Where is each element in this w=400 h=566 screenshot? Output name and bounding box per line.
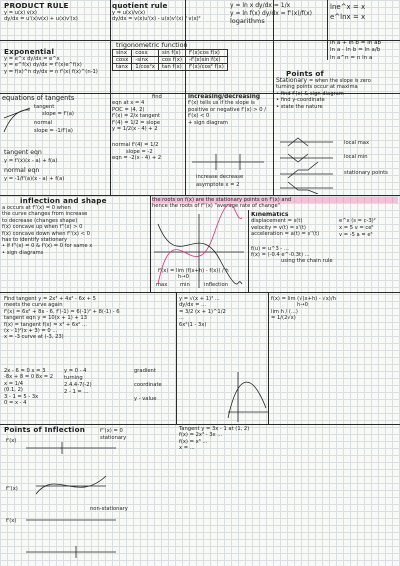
first-principles-line: h→0 — [178, 274, 189, 281]
normal-eqn: y = -1/f'(a)(x - a) + f(a) — [4, 176, 65, 182]
find-tangent-line: (x - 1)²(x + 3) = 0 ... — [4, 328, 58, 335]
gradient-line: -8x + 8 = 0 8x = 2 — [4, 374, 54, 381]
gradient-line: turning — [64, 375, 83, 381]
table-cell: sin f(x) — [158, 50, 185, 57]
find-tangent-line: Find tangent y = 2x³ + 4x² - 6x + 5 — [4, 296, 96, 302]
inflection-points-title: Points of Inflection — [4, 426, 86, 434]
curve-sketch — [228, 372, 268, 422]
stationary-title: Points of — [286, 70, 324, 78]
log-identities-block — [330, 2, 398, 40]
kinematics-line: e^x (s = c-3)² — [339, 218, 376, 224]
kinematics-block — [251, 212, 398, 292]
inflection-title: inflection and shape — [20, 197, 107, 205]
formula-line: y = ln f(x) dy/dx = f'(x)/f(x) — [230, 10, 312, 17]
limit-line: f(x) = lim (√(x+h) - √x)/h — [271, 296, 336, 302]
inflection-block — [2, 197, 148, 291]
quotient-rule-block — [112, 2, 222, 40]
tangent-eqn-title: tangent eqn — [4, 149, 42, 156]
product-rule-title: PRODUCT RULE — [4, 2, 69, 10]
table-cell: tanx — [113, 64, 132, 71]
increasing-decreasing-block — [188, 94, 272, 194]
normal-label: normal — [34, 120, 53, 126]
product-rule-block — [4, 2, 108, 40]
table-cell: sinx — [113, 50, 132, 57]
chain-line: using the chain rule — [281, 258, 333, 265]
worked-line: find — [152, 94, 162, 100]
logarithms-heading: logarithms — [230, 17, 265, 25]
table-cell: -f'(x)sin f(x) — [186, 57, 228, 64]
table-cell: cosx — [113, 57, 132, 64]
exponential-title: Exponential — [4, 48, 55, 56]
local-max-label: local max — [344, 140, 370, 146]
chain-rule-line: 6x²(1 - 3x) — [179, 321, 207, 328]
sign-diagram-figures — [278, 134, 338, 192]
formula-line: y = f(x)^n dy/dx = n f'(x) f(x)^(n-1) — [4, 68, 98, 75]
worked-line: eqn = -2(x - 4) + 2 — [112, 155, 162, 162]
kinematics-line: displacement = s(t) — [251, 218, 303, 225]
gradient-line: 2x - 6 = 0 x = 3 — [4, 368, 46, 374]
increasing-text: increase decrease — [196, 174, 244, 180]
kinematics-line: velocity = v(t) = s'(t) — [251, 224, 306, 231]
log-laws-block — [330, 40, 398, 70]
gradient-line: 3 - 1 = 5 - 3x — [4, 393, 39, 400]
exponential-block — [4, 48, 108, 92]
increasing-text: f'(x) tells us if the slope is positive or negative f'(x) > 0 / f'(x) < 0 — [188, 100, 266, 120]
divider — [0, 292, 400, 293]
trig-derivatives-block — [112, 41, 272, 93]
divider — [0, 195, 400, 196]
inflection-points-label: non-stationary — [90, 506, 128, 512]
inflection-line: to decrease (changes shape) — [2, 217, 78, 224]
inflection-points-label: f''(x) — [6, 486, 18, 492]
tangents-title: equations of tangents — [2, 94, 75, 102]
worked-line: y = 1/2(x - 4) + 2 — [112, 126, 158, 133]
worked-line: normal f'(4) = 1/2 — [112, 142, 159, 149]
tangent-label: tangent — [34, 104, 55, 110]
kinematics-line: acceleration = a(t) = s''(t) — [251, 231, 320, 238]
chain-line: f(u) = u^3 - ... — [251, 245, 289, 252]
inflection-line: a occurs at f''(x) = 0 when — [2, 205, 71, 211]
table-cell: cos f(x) — [158, 57, 185, 64]
table-row — [113, 50, 228, 57]
table-cell: 1/cos²x — [132, 64, 159, 71]
divider — [0, 424, 400, 425]
table-cell: f'(x)/cos² f(x) — [186, 64, 228, 71]
formula-line: y = e^x dy/dx = e^x — [4, 56, 60, 62]
inflection-points-line: f''(x) = 0 — [100, 428, 123, 434]
worked-line: slope = -2 — [126, 148, 153, 155]
inflection-diagrams — [26, 442, 146, 562]
limit-line: h→0 — [297, 302, 308, 309]
gradient-block — [4, 368, 174, 424]
tangent-bottom-line: Tangent y = 3x - 1 at (1, 2) — [179, 426, 250, 432]
formula-line: y = u(x) v(x) — [4, 10, 37, 16]
inflection-line: has to identify stationary — [2, 237, 68, 244]
step-line: • state the nature — [276, 103, 323, 110]
normal-slope: slope = -1/f'(a) — [34, 128, 73, 134]
inflection-line: • if f''(x) = 0 & f'(x) = 0 for same x — [2, 243, 93, 250]
graph-note-line: hence the roots of f''(x) "average rate of change" — [152, 203, 281, 210]
tangent-eqn: y = f'(x)(x - a) + f(a) — [4, 158, 58, 164]
formula-line: ln a^n = n ln a — [330, 54, 373, 61]
find-tangent-line: f(x) = tangent f(x) = x³ + 6x² ... — [4, 321, 87, 328]
divider — [176, 292, 177, 424]
local-min-label: local min — [344, 154, 368, 160]
graph-note-line: the roots on f(x) are the stationary points on f'(x) and — [152, 197, 398, 203]
worked-line: f'(4) = 1/2 = slope — [112, 119, 161, 126]
chain-line: f(x) = (-0.4 e^-0.3t) ... — [251, 252, 310, 259]
worked-line: POC = (4, 2) — [112, 106, 145, 113]
formula-line: dy/dx = v(x)u'(x) - u(x)v'(x) / v(x)² — [112, 16, 201, 23]
table-cell: tan f(x) — [158, 64, 185, 71]
gradient-line: (0.1, 2) — [4, 387, 23, 394]
inflection-line: f(x) concave down when f''(x) < 0 — [2, 230, 90, 237]
inflection-label: inflection — [204, 282, 228, 288]
chain-rule-line: = 3/2 (x + 1)^1/2 — [179, 308, 226, 315]
formula-line: dy/dx = u'(x)v(x) + u(x)v'(x) — [4, 16, 78, 23]
tangent-slope: slope = f'(a) — [42, 111, 74, 117]
increasing-text: + sign diagram — [188, 119, 228, 126]
graph-note-block — [152, 197, 398, 211]
gradient-line: y = 0 - 4 — [64, 368, 87, 374]
tangent-bottom-line: f(x) = 2x³ - 3x ... — [179, 432, 223, 439]
sign-diagram — [192, 150, 266, 174]
trig-title: trigonometric function — [116, 41, 188, 49]
tangents-block — [2, 94, 108, 194]
tangent-bottom-line: x = ... — [179, 445, 195, 452]
trig-table — [112, 49, 228, 71]
first-principles-line: f'(x) = lim (f(x+h) - f(x)) / h — [158, 268, 229, 274]
table-row — [113, 57, 228, 64]
gradient-label: coordinate — [134, 382, 162, 388]
gradient-label: y - value — [134, 396, 157, 402]
gradient-line: x = 1/4 — [4, 380, 24, 387]
divider — [327, 0, 328, 60]
formula-line: e^lnx = x — [330, 13, 366, 21]
step-line: • find y-coordinate — [276, 97, 325, 104]
min-label: min — [180, 282, 190, 288]
points-of-inflection-block — [4, 426, 174, 564]
inflection-line: • sign diagrams — [2, 249, 44, 256]
formula-line: y = u(x)/v(x) — [112, 10, 146, 16]
first-principles-block — [152, 268, 248, 290]
step-line: turning points occur at maxima — [276, 84, 358, 91]
formula-line: lne^x = x — [330, 3, 366, 11]
stationary-note: = when the slope is zero — [308, 78, 371, 84]
divider — [110, 0, 111, 195]
find-tangent-block — [4, 296, 174, 366]
tangent-sketch-icon — [2, 104, 32, 134]
quotient-rule-title: quotient rule — [112, 2, 168, 10]
gradient-line: 2 - 1 = ... — [64, 389, 89, 395]
tangent-bottom-block — [179, 426, 398, 562]
chain-rule-line: dy/dx = ... — [179, 302, 207, 309]
chain-rule-line: y = √(x + 1)³ ... — [179, 296, 220, 302]
increasing-title: increasing/decreasing — [188, 94, 261, 100]
inflection-points-label: f'(x) — [6, 438, 17, 444]
step-line: • find f'(x) & sign diagram — [276, 90, 344, 97]
inflection-line: the curve changes from increase — [2, 211, 88, 218]
limit-line: = 1/(2√x) — [271, 315, 296, 322]
asymptote-note: asymptote x = 2 — [196, 182, 240, 188]
formula-line: y = ln x dy/dx = 1/x — [230, 2, 291, 9]
table-cell: -sinx — [132, 57, 159, 64]
inflection-points-label: f'(x) — [6, 518, 17, 524]
find-tangent-line: f'(x) = 6x² + 8x - 6, f'(-1) = 6(-1)² + 8(-1) - 6 — [4, 308, 120, 315]
stationary-subtitle-text: Stationary — [276, 77, 308, 84]
chain-rule-line: ... — [179, 315, 184, 322]
divider — [248, 210, 249, 292]
table-cell: cosx — [132, 50, 159, 57]
gradient-line: 0 = x - 4 — [4, 400, 27, 407]
chain-rule-block — [179, 296, 267, 368]
inflection-line: f(x) concave up when f''(x) > 0 — [2, 224, 83, 231]
find-tangent-line: x = -3 curve at (-3, 23) — [4, 334, 64, 341]
gradient-label: gradient — [134, 368, 156, 374]
divider — [150, 195, 151, 292]
normal-eqn-title: normal eqn — [4, 167, 40, 174]
formula-line: ln a + ln b = ln ab — [330, 40, 382, 46]
worked-example-block — [112, 94, 184, 194]
worked-line: eqn at x = 4 — [112, 100, 145, 107]
limit-line: lim h / (...) — [271, 308, 298, 315]
worked-line: f'(x) = 2/x tangent — [112, 113, 161, 120]
stationary-points-label: stationary points — [344, 170, 388, 176]
stationary-points-block — [276, 70, 400, 194]
find-tangent-line: meets the curve again — [4, 302, 63, 309]
table-cell: f'(x)cos f(x) — [186, 50, 228, 57]
inflection-points-line: stationary — [100, 435, 127, 441]
find-tangent-line: tangent eqn y = 10(x + 1) + 13 — [4, 315, 87, 322]
max-label: max — [156, 282, 168, 288]
kinematics-title: Kinematics — [251, 212, 289, 218]
tangent-bottom-line: f(x) = x³ ... — [179, 438, 208, 445]
ln-derivative-block — [230, 2, 326, 40]
kinematics-line: x = 5 v = ce⁵ — [339, 225, 374, 231]
formula-line: ln a - ln b = ln a/b — [330, 47, 381, 54]
table-row — [113, 64, 228, 71]
formula-line: y = e^f(x) dy/dx = f'(x)e^f(x) — [4, 62, 82, 69]
limit-block — [271, 296, 398, 356]
kinematics-line: v = -5 a = e⁵ — [339, 232, 373, 238]
gradient-line: 2.4.4-7(-2) — [64, 382, 92, 388]
divider — [268, 292, 269, 424]
